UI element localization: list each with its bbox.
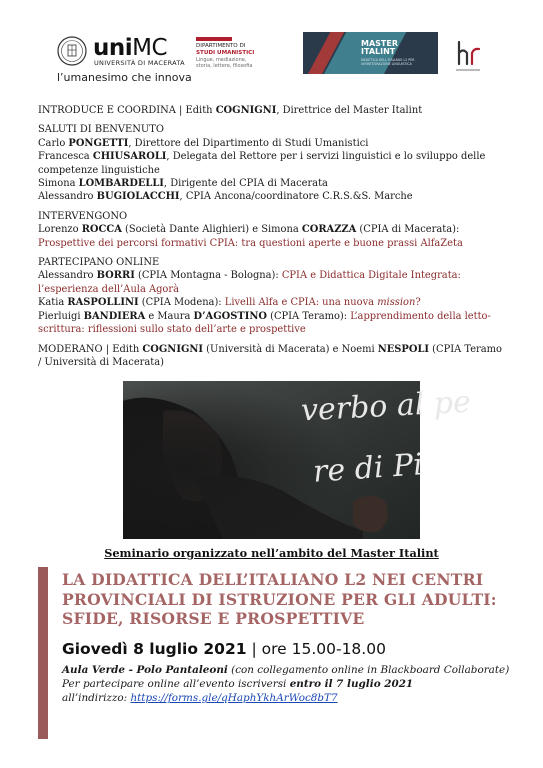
event-venue bbox=[62, 663, 532, 706]
dept-line2: STUDI UMANISTICI bbox=[196, 49, 255, 56]
dept-logo bbox=[196, 37, 276, 70]
online-speaker: Pierluigi BANDIERA e Maura D’AGOSTINO (CPIA Teramo): L’apprendimento della letto-scrittura: riflessioni sullo stato dell’arte e prospettive bbox=[38, 310, 491, 336]
master-logo-title: MASTER ITALINT bbox=[361, 39, 398, 57]
dept-line3: Lingue, mediazione, bbox=[196, 56, 247, 63]
chalk-text-line1: verbo al pe bbox=[300, 384, 472, 429]
saluti-heading: SALUTI DI BENVENUTO bbox=[38, 124, 164, 136]
accent-bar bbox=[38, 567, 48, 739]
saluti-speaker: Alessandro BUGIOLACCHI, CPIA Ancona/coordinatore C.R.S.&S. Marche bbox=[38, 191, 413, 203]
registration-line: Per partecipare online all’evento iscriversi entro il 7 luglio 2021 bbox=[62, 678, 414, 691]
chalkboard-photo bbox=[123, 381, 472, 539]
event-title: LA DIDATTICA DELL’ITALIANO L2 NEI CENTRI PROVINCIALI DI ISTRUZIONE PER GLI ADULTI: SFIDE, RISORSE E PROSPETTIVE bbox=[62, 570, 497, 628]
intervento-speakers: Lorenzo ROCCA (Società Dante Alighieri) e Simona CORAZZA (CPIA di Macerata): bbox=[38, 224, 460, 236]
intro-line: INTRODUCE E COORDINA | Edith COGNIGNI, Direttrice del Master Italint bbox=[38, 105, 423, 116]
saluti-speaker: Francesca CHIUSAROLI, Delegata del Rettore per i servizi linguistici e lo sviluppo delle competenze linguistiche bbox=[38, 151, 486, 176]
master-logo-subtitle: DIDATTICA DELL'ITALIANO L2 PER UN'INTEGRAZIONE LINGUISTICA bbox=[361, 58, 415, 66]
moderators-line: MODERANO | Edith COGNIGNI (Università di Macerata) e Noemi NESPOLI (CPIA Teramo / Università di Macerata) bbox=[38, 343, 502, 368]
saluti-speaker: Simona LOMBARDELLI, Dirigente del CPIA di Macerata bbox=[38, 178, 328, 190]
online-heading: PARTECIPANO ONLINE bbox=[38, 257, 160, 269]
dept-logo-bar bbox=[196, 37, 232, 41]
unimc-subtitle: UNIVERSITÀ DI MACERATA bbox=[94, 59, 185, 67]
dept-line1: DIPARTIMENTO DI bbox=[196, 43, 246, 49]
dept-line4: storia, lettere, filosofia bbox=[196, 63, 253, 70]
chalk-text-line2: re di Pi bbox=[311, 447, 424, 490]
intervento-talk-title: Prospettive dei percorsi formativi CPIA: tra questioni aperte e buone prassi AlfaZeta bbox=[38, 237, 463, 249]
venue-line: Aula Verde - Polo Pantaleoni (con collegamento online in Blackboard Collaborate) bbox=[62, 664, 510, 676]
unimc-motto: l’umanesimo che innova bbox=[57, 71, 192, 84]
interventi-heading: INTERVENGONO bbox=[38, 210, 128, 222]
address-line: all’indirizzo: https://forms.gle/qHaphYkhArWoc8bT7 bbox=[62, 692, 338, 705]
saluti-speaker: Carlo PONGETTI, Direttore del Dipartimento di Studi Umanistici bbox=[38, 137, 369, 149]
hr-excellence-icon bbox=[453, 36, 483, 76]
online-speaker: Katia RASPOLLINI (CPIA Modena): Livelli Alfa e CPIA: una nuova mission? bbox=[38, 297, 421, 309]
master-italint-logo bbox=[303, 32, 438, 74]
online-speaker: Alessandro BORRI (CPIA Montagna - Bologna): CPIA e Didattica Digitale Integrata: l’esperienza dell’Aula Agorà bbox=[38, 270, 461, 295]
event-date: Giovedì 8 luglio 2021 | ore 15.00-18.00 bbox=[62, 640, 386, 658]
unimc-logo-text: uniMC bbox=[93, 35, 168, 61]
registration-link[interactable]: https://forms.gle/qHaphYkhArWoc8bT7 bbox=[130, 692, 338, 705]
seminario-caption: Seminario organizzato nell’ambito del Master Italint bbox=[104, 546, 439, 560]
unimc-seal-icon bbox=[57, 36, 87, 66]
program bbox=[38, 104, 508, 369]
